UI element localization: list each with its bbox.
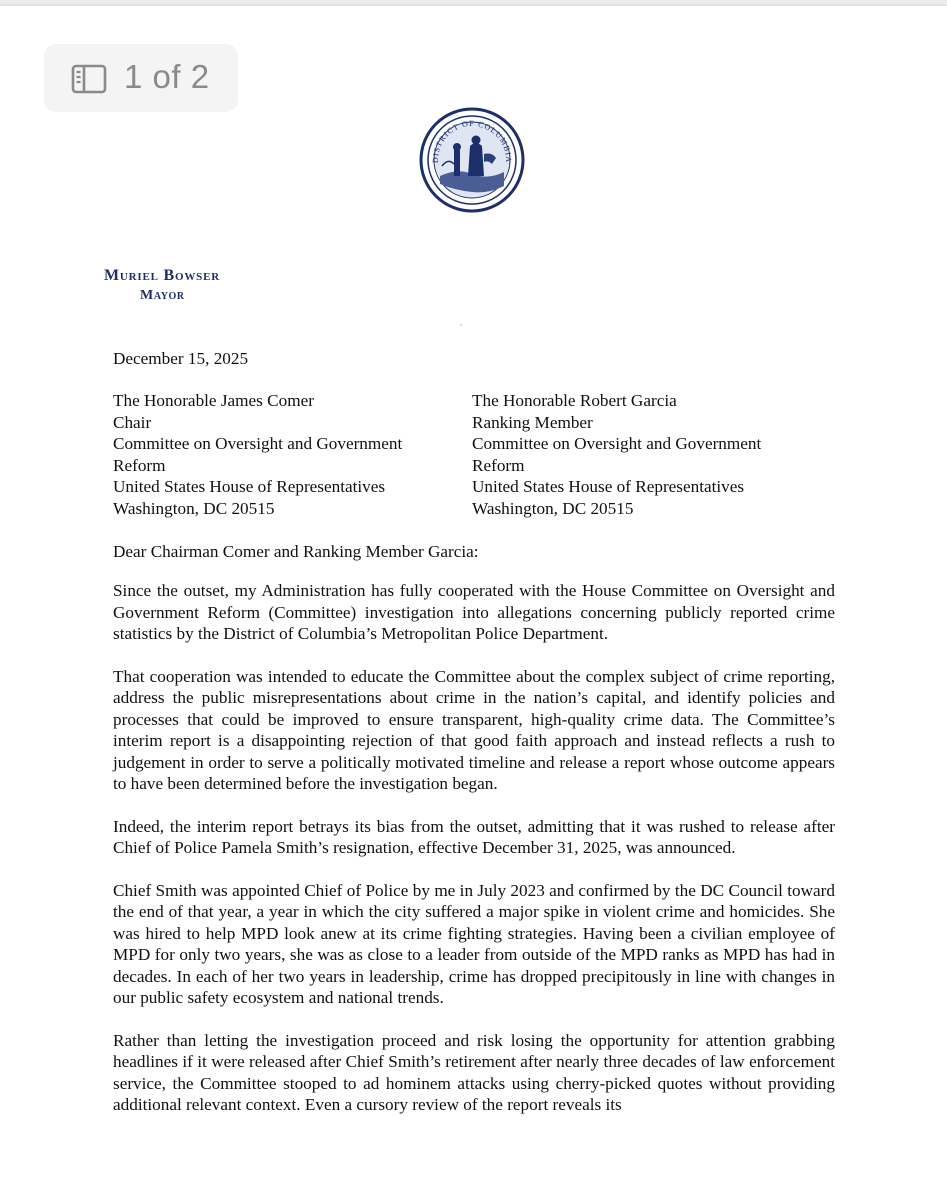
recipient-address-comer: [113, 390, 453, 519]
dc-seal-icon: [418, 106, 526, 214]
address-line: Reform: [113, 455, 166, 475]
letter-date: December 15, 2025: [113, 349, 249, 368]
paragraph: Since the outset, my Administration has fully cooperated with the House Committee on Oversight and Government Reform (Committee) investigation into allegations concerning publicly reported crime statistics by the District of Columbia’s Metropolitan Police Department.: [113, 581, 835, 643]
address-line: United States House of Representatives: [113, 477, 386, 496]
seal-text: DISTRICT OF COLUMBIA: [430, 118, 514, 164]
address-line: Committee on Oversight and Government: [113, 434, 403, 453]
address-line: Committee on Oversight and Government: [472, 434, 762, 453]
paragraph: Indeed, the interim report betrays its bias from the outset, admitting that it was rushed to release after Chief of Police Pamela Smith’s resignation, effective December 31, 2025, was announced.: [113, 816, 835, 857]
paragraph: Rather than letting the investigation proceed and risk losing the opportunity for attention grabbing headlines if it were released after Chief Smith’s retirement after nearly three decades of law enforcement service, the Committee stooped to ad hominem attacks using cherry-picked quotes without providing additional relevant context. Even a cursory review of the report reveals its: [113, 1030, 835, 1114]
page-indicator[interactable]: [44, 44, 238, 112]
letter-body: [113, 580, 835, 1137]
mayor-name: Muriel Bowser: [104, 267, 220, 284]
document-page: [0, 6, 947, 1200]
address-line: Washington, DC 20515: [472, 498, 634, 518]
mayor-title: Mayor: [140, 288, 185, 303]
address-line: The Honorable James Comer: [113, 391, 314, 410]
salutation: Dear Chairman Comer and Ranking Member Garcia:: [113, 542, 479, 561]
address-line: Washington, DC 20515: [113, 498, 275, 518]
page-count-label: 1 of 2: [124, 58, 210, 95]
address-line: Chair: [113, 412, 152, 432]
address-line: United States House of Representatives: [472, 477, 745, 496]
address-line: Ranking Member: [472, 412, 593, 432]
paragraph: That cooperation was intended to educate the Committee about the complex subject of crime reporting, address the public misrepresentations about crime in the nation’s capital, and identify policies and processes that could be improved to ensure transparent, high-quality crime data. The Committee’s interim report is a disappointing rejection of that good faith approach and instead reflects a rush to judgement in order to serve a politically motivated timeline and release a report whose outcome appears to have been determined before the investigation began.: [113, 666, 835, 793]
address-line: Reform: [472, 455, 525, 475]
pages-icon: [71, 64, 107, 94]
scan-speck: [460, 324, 462, 326]
recipient-address-garcia: [472, 390, 812, 519]
address-line: The Honorable Robert Garcia: [472, 391, 677, 410]
paragraph: Chief Smith was appointed Chief of Police by me in July 2023 and confirmed by the DC Council toward the end of that year, a year in which the city suffered a major spike in violent crime and homicides. She was hired to help MPD look anew at its crime fighting strategies. Having been a civilian employee of MPD for only two years, she was as close to a leader from outside of the MPD ranks as MPD has had in decades. In each of her two years in leadership, crime has dropped precipitously in line with changes in our public safety ecosystem and national trends.: [113, 880, 835, 1007]
letterhead: [104, 266, 220, 306]
